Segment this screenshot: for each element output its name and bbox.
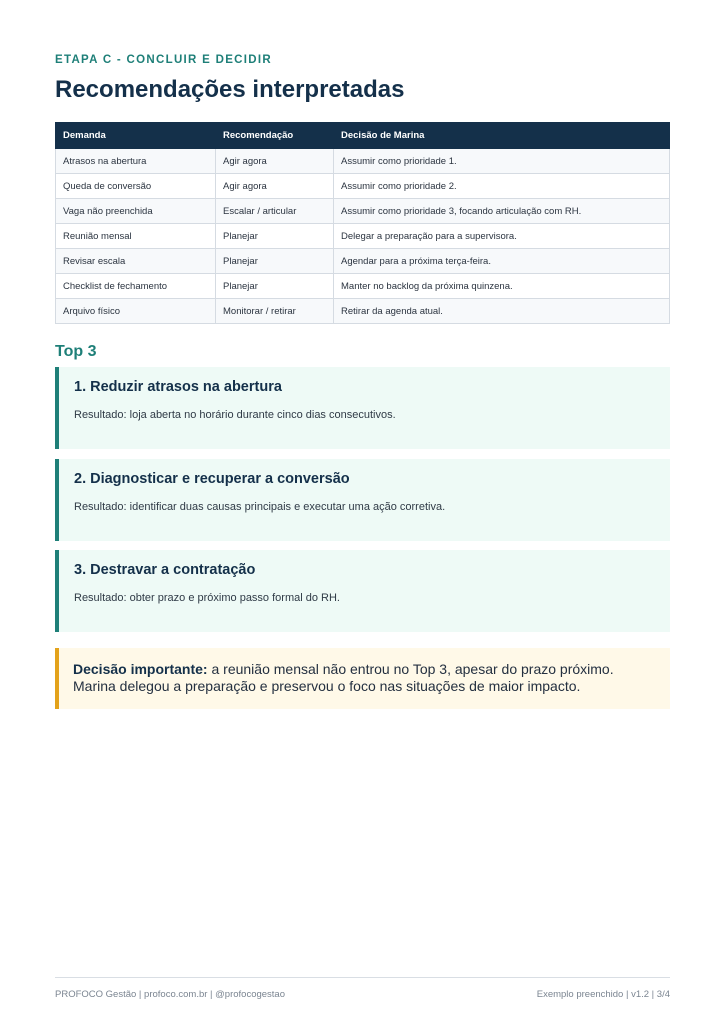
cell-demand: Atrasos na abertura <box>56 149 216 174</box>
cell-decision: Assumir como prioridade 2. <box>334 174 670 199</box>
cell-decision: Assumir como prioridade 3, focando articulação com RH. <box>334 199 670 224</box>
cell-recommendation: Planejar <box>216 274 334 299</box>
cell-demand: Queda de conversão <box>56 174 216 199</box>
cell-recommendation: Escalar / articular <box>216 199 334 224</box>
priority-card-2 <box>55 459 670 541</box>
footer-divider <box>55 977 670 978</box>
cell-recommendation: Planejar <box>216 224 334 249</box>
column-header-recommendation: Recomendação <box>216 123 334 149</box>
table-row <box>56 249 670 274</box>
cell-demand: Revisar escala <box>56 249 216 274</box>
cell-demand: Reunião mensal <box>56 224 216 249</box>
important-decision-callout <box>55 648 670 709</box>
table-header-row <box>56 123 670 149</box>
priority-card-1 <box>55 367 670 449</box>
priority-title: 1. Reduzir atrasos na abertura <box>74 379 282 395</box>
cell-demand: Vaga não preenchida <box>56 199 216 224</box>
priority-result: Resultado: loja aberta no horário durante cinco dias consecutivos. <box>74 409 396 421</box>
column-header-decision: Decisão de Marina <box>334 123 670 149</box>
recommendations-table <box>55 122 670 324</box>
cell-decision: Retirar da agenda atual. <box>334 299 670 324</box>
cell-recommendation: Planejar <box>216 249 334 274</box>
step-label: ETAPA C - CONCLUIR E DECIDIR <box>55 54 272 66</box>
cell-recommendation: Agir agora <box>216 149 334 174</box>
callout-label: Decisão importante: <box>73 661 208 677</box>
priority-result: Resultado: identificar duas causas principais e executar uma ação corretiva. <box>74 501 446 513</box>
priority-card-3 <box>55 550 670 632</box>
footer-brand: PROFOCO Gestão | profoco.com.br | @profocogestao <box>55 989 286 1000</box>
cell-decision: Manter no backlog da próxima quinzena. <box>334 274 670 299</box>
table-row <box>56 199 670 224</box>
top3-heading: Top 3 <box>55 343 97 360</box>
cell-decision: Delegar a preparação para a supervisora. <box>334 224 670 249</box>
table-row <box>56 299 670 324</box>
cell-decision: Agendar para a próxima terça-feira. <box>334 249 670 274</box>
cell-demand: Checklist de fechamento <box>56 274 216 299</box>
priority-title: 2. Diagnosticar e recuperar a conversão <box>74 471 350 487</box>
page-title: Recomendações interpretadas <box>55 76 405 103</box>
table-row <box>56 224 670 249</box>
cell-demand: Arquivo físico <box>56 299 216 324</box>
cell-recommendation: Agir agora <box>216 174 334 199</box>
column-header-demand: Demanda <box>56 123 216 149</box>
table-row <box>56 174 670 199</box>
cell-recommendation: Monitorar / retirar <box>216 299 334 324</box>
priority-result: Resultado: obter prazo e próximo passo formal do RH. <box>74 592 340 604</box>
table-row <box>56 274 670 299</box>
cell-decision: Assumir como prioridade 1. <box>334 149 670 174</box>
callout-text: a reunião mensal não entrou no Top 3, apesar do prazo próximo. Marina delegou a preparação e preservou o foco nas situações de maior impacto. <box>73 661 614 694</box>
table-row <box>56 149 670 174</box>
priority-title: 3. Destravar a contratação <box>74 562 256 578</box>
footer-page-info: Exemplo preenchido | v1.2 | 3/4 <box>536 989 670 1000</box>
